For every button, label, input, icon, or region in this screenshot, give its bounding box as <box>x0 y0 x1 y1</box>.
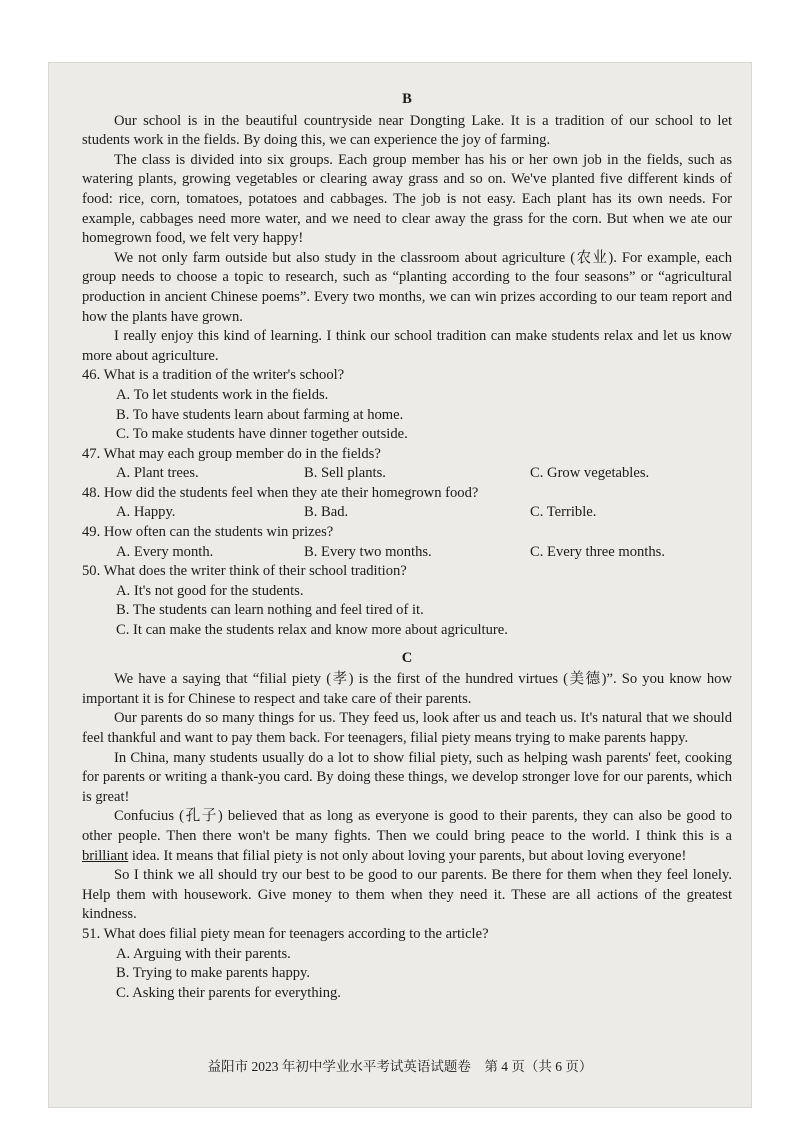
section-c-paragraph-1: We have a saying that “filial piety (孝) is the first of the hundred virtues (美德)”. So you know how important it is for Chinese to respect and take care of their parents. <box>82 671 732 707</box>
section-b-paragraph-2: The class is divided into six groups. Each group member has his or her own job in the fields, such as watering plants, growing vegetables or clearing away grass and so on. We've planted five different kinds of food: rice, corn, tomatoes, potatoes and cabbages. The job is not easy. Each plant has its own needs. For example, cabbages need more water, and we need to clear away the grass for the corn. But when we ate our homegrown food, we felt very happy! <box>82 151 732 247</box>
page-content <box>82 90 732 1003</box>
paragraph-4-text-after: idea. It means that filial piety is not only about loving your parents, but about loving everyone! <box>128 847 687 864</box>
question-48-option-c: C. Terrible. <box>530 504 597 521</box>
question-48-options <box>116 503 732 523</box>
question-47 <box>82 445 732 484</box>
question-46 <box>82 366 732 444</box>
question-47-options <box>116 464 732 484</box>
question-51-option-c: C. Asking their parents for everything. <box>116 984 341 1001</box>
question-51 <box>82 925 732 1003</box>
question-50-stem: 50. What does the writer think of their school tradition? <box>82 563 407 580</box>
question-50-option-a: A. It's not good for the students. <box>116 582 304 599</box>
question-51-option-a: A. Arguing with their parents. <box>116 945 291 962</box>
question-51-option-b: B. Trying to make parents happy. <box>116 965 311 982</box>
question-46-option-a: A. To let students work in the fields. <box>116 386 329 403</box>
question-48-option-a: A. Happy. <box>116 504 176 521</box>
section-c-paragraph-4 <box>82 807 732 866</box>
question-47-option-b: B. Sell plants. <box>304 465 386 482</box>
question-50-option-b: B. The students can learn nothing and feel tired of it. <box>116 602 424 619</box>
question-48-option-b: B. Bad. <box>304 504 349 521</box>
question-46-option-c: C. To make students have dinner together outside. <box>116 426 408 443</box>
section-b-paragraph-4: I really enjoy this kind of learning. I think our school tradition can make students relax and let us know more about agriculture. <box>82 328 732 364</box>
section-c-title: C <box>401 649 413 666</box>
question-51-stem: 51. What does filial piety mean for teenagers according to the article? <box>82 925 489 942</box>
page-footer: 益阳市 2023 年初中学业水平考试英语试题卷 第 4 页（共 6 页） <box>207 1059 593 1074</box>
section-b-paragraph-1: Our school is in the beautiful countryside near Dongting Lake. It is a tradition of our school to let students work in the fields. By doing this, we can experience the joy of farming. <box>82 112 732 149</box>
question-46-stem: 46. What is a tradition of the writer's school? <box>82 367 345 384</box>
question-50-option-c: C. It can make the students relax and know more about agriculture. <box>116 622 508 639</box>
question-48 <box>82 484 732 523</box>
question-47-option-a: A. Plant trees. <box>116 465 199 482</box>
question-48-stem: 48. How did the students feel when they ate their homegrown food? <box>82 484 479 501</box>
question-50 <box>82 562 732 640</box>
question-49-stem: 49. How often can the students win prizes? <box>82 524 334 541</box>
question-49-option-a: A. Every month. <box>116 543 214 560</box>
question-49 <box>82 523 732 562</box>
underlined-word: brilliant <box>82 847 129 864</box>
question-47-stem: 47. What may each group member do in the fields? <box>82 445 381 462</box>
question-49-option-b: B. Every two months. <box>304 543 432 560</box>
question-49-option-c: C. Every three months. <box>530 543 665 560</box>
section-b-paragraph-3: We not only farm outside but also study in the classroom about agriculture (农业). For example, each group needs to choose a topic to research, such as “planting according to the four seasons” or “agricultural production in ancient Chinese poems”. Every two months, we can win prizes according to our team report and how the plants have grown. <box>82 249 732 325</box>
section-c-paragraph-3: In China, many students usually do a lot to show filial piety, such as helping wash parents' feet, cooking for parents or writing a thank-you card. By doing these things, we develop stronger love for our parents, which is great! <box>82 749 732 805</box>
section-c-paragraph-2: Our parents do so many things for us. They feed us, look after us and teach us. It's natural that we should feel thankful and want to pay them back. For teenagers, filial piety means trying to make parents happy. <box>82 710 732 746</box>
question-49-options <box>116 543 732 563</box>
paragraph-4-text-before: Confucius (孔子) believed that as long as everyone is good to their parents, they can also be good to other people. Then there won't be many fights. Then we could bring peace to the world. I think this is a <box>82 808 732 844</box>
question-47-option-c: C. Grow vegetables. <box>530 465 650 482</box>
section-c-paragraph-5: So I think we all should try our best to be good to our parents. Be there for them when they feel lonely. Help them with housework. Give money to them when they need it. These are all actions of the greatest kindness. <box>82 867 732 923</box>
question-46-option-b: B. To have students learn about farming at home. <box>116 406 404 423</box>
section-b-title: B <box>402 91 412 107</box>
exam-page <box>48 62 752 1108</box>
